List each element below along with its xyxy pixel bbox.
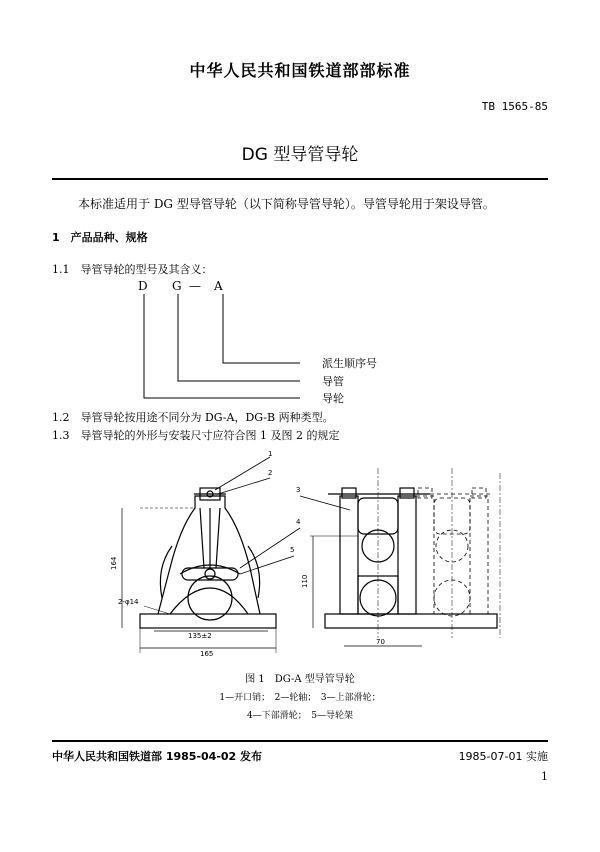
code-dash: — (189, 279, 201, 293)
figure-legend-row-1: 1—开口销； 2—轮轴； 3—上部滑轮； (219, 693, 381, 703)
standard-code: TB 1565-85 (481, 100, 548, 113)
callout-2: 2 (268, 469, 273, 477)
intro-paragraph: 本标准适用于 DG 型导管导轮（以下简称导管导轮）。导管导轮用于架设导管。 (78, 197, 495, 211)
code-letter-d: D (138, 279, 148, 293)
side-view (325, 468, 500, 638)
code-letter-a: A (214, 279, 223, 293)
figure-1-drawing (100, 448, 520, 663)
callout-1: 1 (268, 450, 273, 458)
callout-3: 3 (296, 486, 301, 494)
code-label-wheel: 导轮 (322, 392, 344, 405)
dim-165: 165 (200, 650, 214, 658)
page-number: 1 (541, 770, 548, 783)
dim-70: 70 (376, 638, 385, 646)
code-letter-g: G (172, 279, 182, 293)
paragraph-1-2: 1.2 导管导轮按用途不同分为 DG-A，DG-B 两种类型。 (52, 411, 334, 424)
document-title: DG 型导管导轮 (241, 145, 359, 165)
code-label-pipe: 导管 (322, 375, 344, 388)
callout-4: 4 (296, 518, 301, 526)
bottom-rule (52, 740, 548, 742)
top-rule (52, 178, 548, 180)
effective-date: 1985-07-01 实施 (458, 750, 548, 763)
dim-phi14: 2-φ14 (118, 598, 139, 606)
paragraph-1-3: 1.3 导管导轮的外形与安装尺寸应符合图 1 及图 2 的规定 (52, 429, 340, 442)
figure-caption: 图 1 DG-A 型导管导轮 (245, 674, 355, 685)
section-1-heading: 1 产品品种、规格 (52, 231, 148, 244)
code-label-derivative: 派生顺序号 (322, 357, 377, 370)
callout-5: 5 (290, 546, 295, 554)
code-leader-lines (130, 290, 330, 405)
issue-date: 中华人民共和国铁道部 1985-04-02 发布 (52, 750, 263, 763)
paragraph-1-1: 1.1 导管导轮的型号及其含义： (52, 263, 213, 276)
figure-legend-row-2: 4—下部滑轮； 5—导轮架 (247, 711, 353, 721)
dim-135: 135±2 (188, 632, 212, 640)
dim-164: 164 (110, 556, 118, 570)
ministry-header: 中华人民共和国铁道部部标准 (189, 61, 411, 80)
dim-110: 110 (301, 574, 309, 588)
